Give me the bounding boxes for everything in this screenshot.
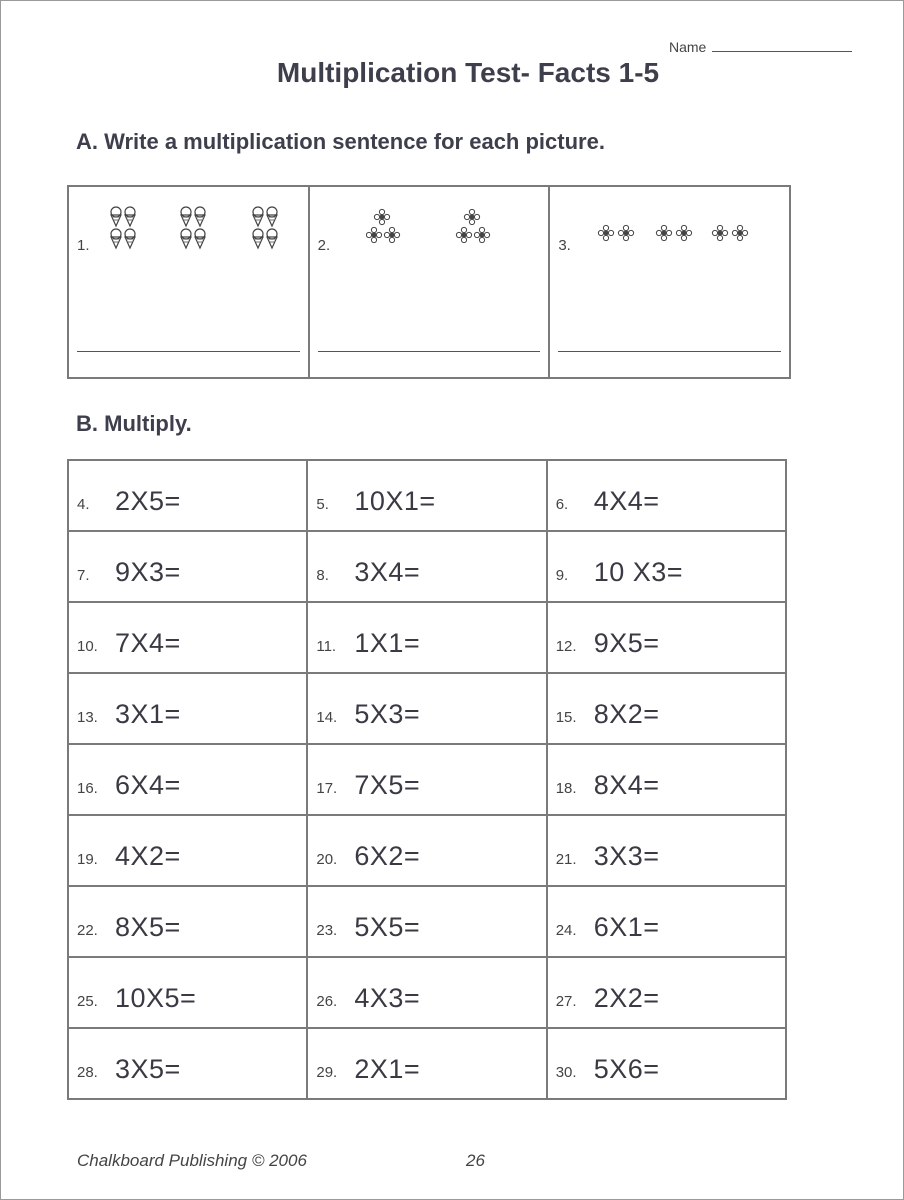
picture-cell-3 [550, 187, 789, 377]
problem-content [77, 893, 306, 962]
name-blank[interactable] [712, 39, 852, 52]
problem-cell[interactable] [307, 531, 546, 602]
problem-expression: 4X2= [115, 841, 181, 871]
problem-number: 18. [555, 780, 577, 797]
answer-line[interactable] [77, 351, 300, 352]
problem-cell[interactable] [68, 673, 307, 744]
problem-cell[interactable] [307, 460, 546, 531]
problem-expression: 3X5= [115, 1054, 181, 1084]
problem-expression: 5X5= [354, 912, 421, 942]
problem-number: 30. [555, 1064, 577, 1081]
problem-expression: 2X2= [593, 983, 660, 1013]
problem-cell[interactable] [547, 886, 786, 957]
page-number: 26 [466, 1151, 485, 1170]
table-row [68, 1028, 786, 1099]
problem-cell[interactable] [547, 957, 786, 1028]
problem-cell[interactable] [307, 602, 546, 673]
problem-expression: 6X4= [115, 770, 181, 800]
problem-expression: 8X5= [115, 912, 181, 942]
page-title [1, 57, 904, 89]
problem-cell[interactable] [307, 1028, 546, 1099]
problem-number: 26. [316, 993, 338, 1010]
table-row [68, 602, 786, 673]
problem-expression: 8X4= [593, 770, 660, 800]
problem-cell[interactable] [68, 886, 307, 957]
problem-content [556, 1035, 785, 1104]
table-row [68, 460, 786, 531]
problem-cell[interactable] [307, 957, 546, 1028]
publisher-credit: Chalkboard Publishing © 2006 [77, 1151, 307, 1170]
problem-expression: 8X2= [593, 699, 660, 729]
problem-number: 25. [77, 993, 98, 1010]
section-a-heading: A. Write a multiplication sentence for each picture. [76, 129, 605, 154]
problem-content [316, 822, 545, 891]
problem-number: 20. [316, 851, 338, 868]
problem-number: 13. [77, 709, 98, 726]
problem-content [316, 893, 545, 962]
picture-number: 1. [77, 237, 90, 254]
problem-content [556, 893, 785, 962]
problem-cell[interactable] [547, 815, 786, 886]
problem-cell[interactable] [307, 886, 546, 957]
problem-number: 23. [316, 922, 338, 939]
table-row [68, 886, 786, 957]
problem-content [556, 609, 785, 678]
problem-number: 14. [316, 709, 338, 726]
page-title-text: Multiplication Test- Facts 1-5 [276, 57, 660, 88]
answer-line[interactable] [558, 351, 781, 352]
problem-cell[interactable] [68, 744, 307, 815]
problem-number: 16. [77, 780, 98, 797]
answer-line[interactable] [318, 351, 541, 352]
problem-number: 21. [555, 851, 577, 868]
problem-expression: 10X5= [115, 983, 197, 1013]
problem-content [556, 467, 785, 536]
problem-content [77, 822, 306, 891]
problem-number: 11. [316, 638, 337, 655]
problem-cell[interactable] [547, 1028, 786, 1099]
picture-number: 2. [317, 237, 331, 254]
problem-cell[interactable] [307, 673, 546, 744]
problem-cell[interactable] [68, 602, 307, 673]
table-row [68, 815, 786, 886]
table-row [68, 957, 786, 1028]
name-field[interactable] [669, 39, 852, 55]
problem-expression: 4X4= [593, 486, 660, 516]
problem-expression: 3X3= [593, 841, 660, 871]
problem-number: 6. [555, 496, 569, 513]
problem-number: 8. [316, 567, 329, 584]
problem-cell[interactable] [68, 531, 307, 602]
ice-cream-cone-icon [105, 205, 285, 255]
problem-cell[interactable] [547, 460, 786, 531]
problem-content [77, 964, 306, 1033]
problem-content [77, 467, 306, 536]
problem-number: 9. [555, 567, 569, 584]
problem-number: 28. [77, 1064, 98, 1081]
problem-cell[interactable] [68, 1028, 307, 1099]
table-row [68, 531, 786, 602]
name-label: Name [669, 39, 707, 55]
problem-content [77, 538, 306, 607]
flower-icon [596, 205, 766, 255]
problem-content [77, 680, 306, 749]
problem-cell[interactable] [547, 673, 786, 744]
problem-expression: 7X4= [115, 628, 181, 658]
problem-content [556, 538, 785, 607]
problem-expression: 4X3= [354, 983, 421, 1013]
multiply-table [67, 459, 787, 1100]
problem-content [556, 822, 785, 891]
problem-cell[interactable] [307, 815, 546, 886]
problem-cell[interactable] [307, 744, 546, 815]
flower-icon [366, 205, 516, 255]
problem-cell[interactable] [547, 744, 786, 815]
problem-cell[interactable] [68, 460, 307, 531]
problem-expression: 10 X3= [593, 557, 684, 587]
problem-content [316, 467, 545, 536]
problem-content [316, 1035, 545, 1104]
problem-number: 29. [316, 1064, 338, 1081]
problem-expression: 5X3= [354, 699, 421, 729]
problem-expression: 6X2= [354, 841, 421, 871]
problem-number: 22. [77, 922, 98, 939]
problem-number: 27. [555, 993, 577, 1010]
problem-content [316, 609, 545, 678]
picture-table [67, 185, 791, 379]
problem-expression: 3X4= [354, 557, 421, 587]
problem-number: 24. [555, 922, 577, 939]
problem-content [77, 751, 306, 820]
problem-expression: 7X5= [354, 770, 421, 800]
problem-number: 10. [77, 638, 98, 655]
problem-number: 4. [77, 496, 90, 513]
problem-expression: 6X1= [593, 912, 660, 942]
problem-expression: 2X5= [115, 486, 181, 516]
table-row [68, 744, 786, 815]
problem-content [316, 964, 545, 1033]
picture-number: 3. [558, 237, 571, 254]
problem-expression: 3X1= [115, 699, 181, 729]
problem-cell[interactable] [68, 957, 307, 1028]
problem-cell[interactable] [547, 531, 786, 602]
picture-cell-2 [310, 187, 551, 377]
picture-cell-1 [69, 187, 310, 377]
problem-expression: 9X5= [593, 628, 660, 658]
problem-number: 19. [77, 851, 98, 868]
problem-number: 15. [555, 709, 577, 726]
problem-content [316, 538, 545, 607]
problem-content [556, 680, 785, 749]
problem-expression: 10X1= [354, 486, 436, 516]
problem-content [77, 1035, 306, 1104]
problem-content [77, 609, 306, 678]
problem-content [316, 680, 545, 749]
section-b-heading: B. Multiply. [76, 411, 192, 436]
problem-content [316, 751, 545, 820]
problem-number: 17. [316, 780, 338, 797]
problem-number: 12. [555, 638, 577, 655]
problem-cell[interactable] [547, 602, 786, 673]
problem-expression: 5X6= [593, 1054, 660, 1084]
problem-expression: 1X1= [354, 628, 421, 658]
problem-number: 7. [77, 567, 90, 584]
problem-content [556, 964, 785, 1033]
problem-expression: 2X1= [354, 1054, 421, 1084]
problem-expression: 9X3= [115, 557, 181, 587]
problem-cell[interactable] [68, 815, 307, 886]
problem-content [556, 751, 785, 820]
problem-number: 5. [316, 496, 329, 513]
table-row [68, 673, 786, 744]
